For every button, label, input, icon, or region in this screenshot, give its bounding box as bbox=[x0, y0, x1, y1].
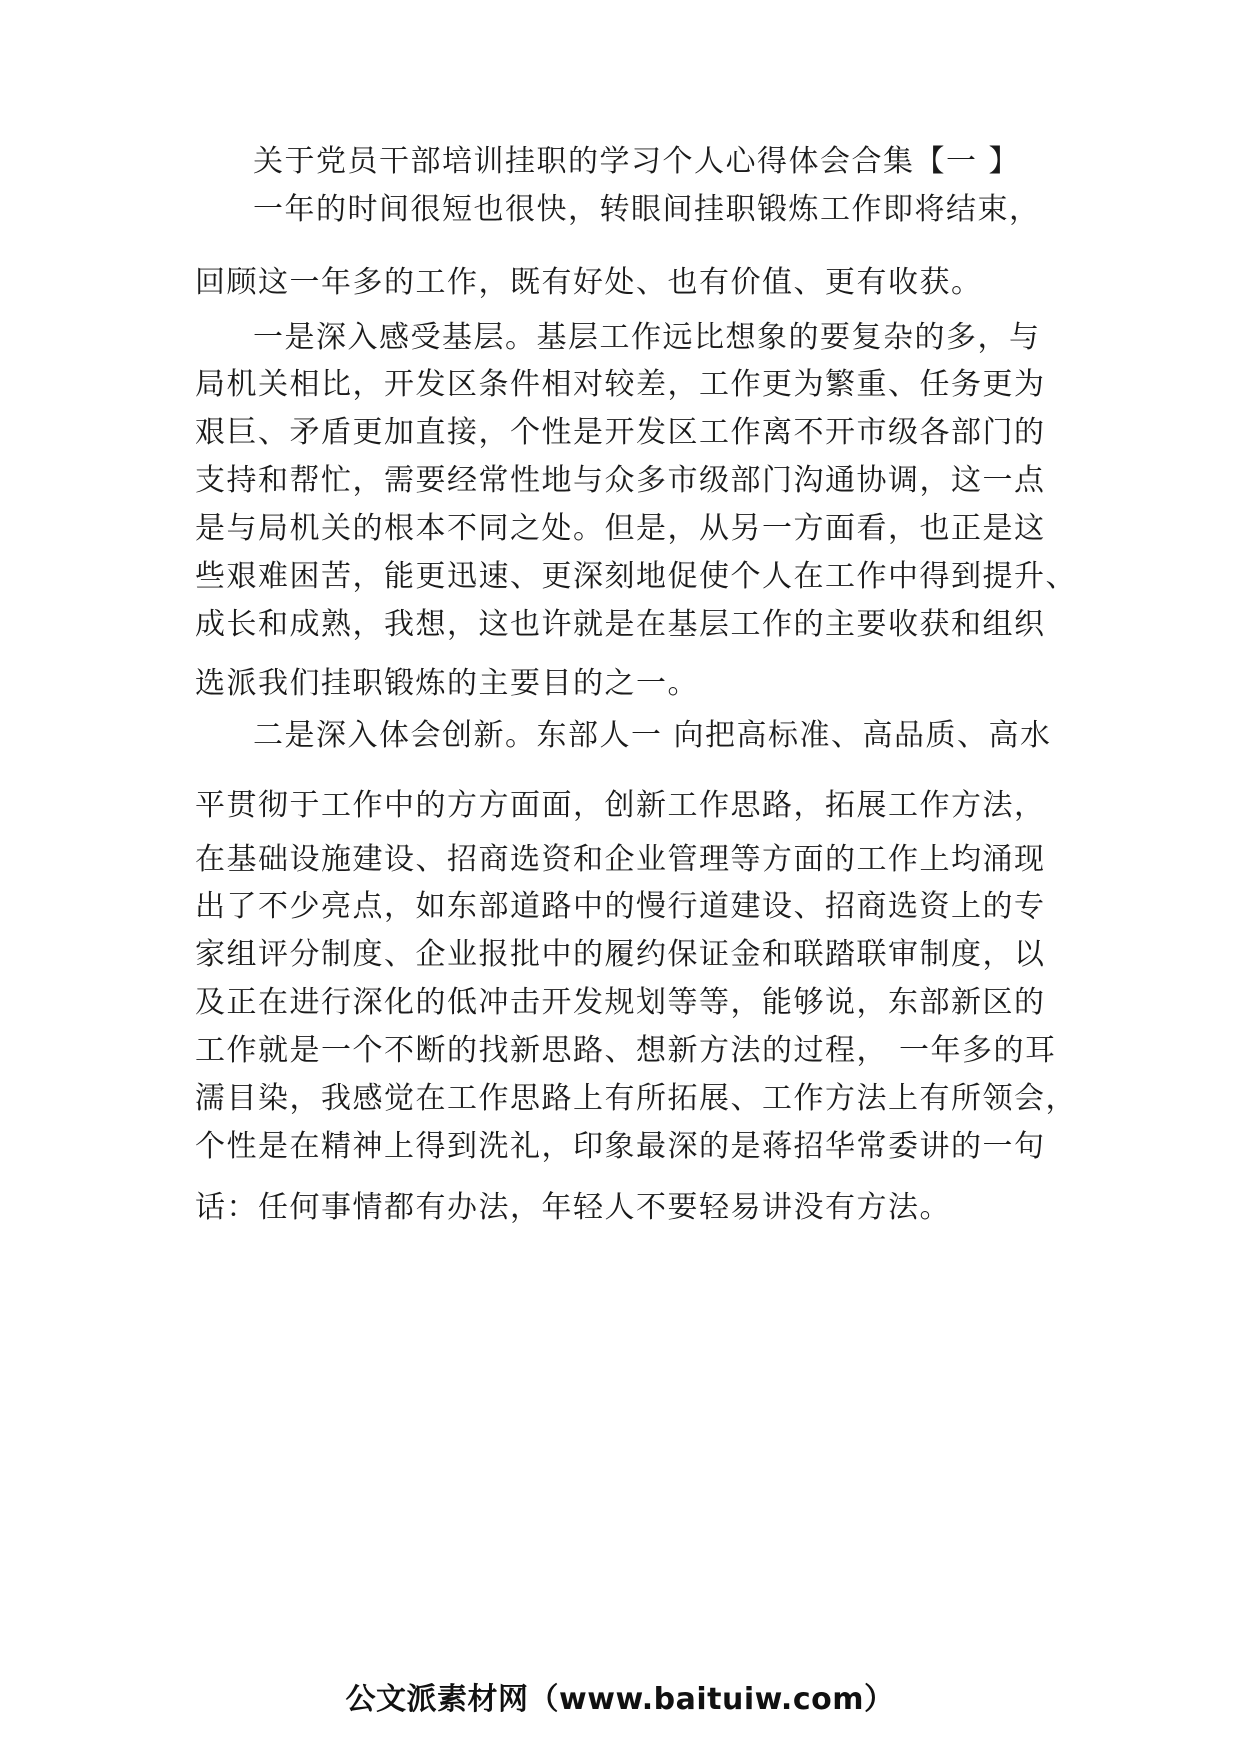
document-title: 关于党员干部培训挂职的学习个人心得体会合集【一 】 bbox=[253, 144, 1021, 179]
paragraph-line: 局机关相比，开发区条件相对较差，工作更为繁重、任务更为 bbox=[195, 367, 1046, 402]
paragraph-line: 出了不少亮点，如东部道路中的慢行道建设、招商选资上的专 bbox=[195, 889, 1046, 924]
paragraph-line: 工作就是一个不断的找新思路、想新方法的过程， 一年多的耳 bbox=[195, 1033, 1057, 1068]
paragraph-line: 平贯彻于工作中的方方面面，创新工作思路，拓展工作方法， bbox=[195, 788, 1046, 823]
paragraph-line: 在基础设施建设、招商选资和企业管理等方面的工作上均涌现 bbox=[195, 842, 1046, 877]
paragraph-line: 选派我们挂职锻炼的主要目的之一。 bbox=[195, 666, 699, 701]
paragraph-line: 家组评分制度、企业报批中的履约保证金和联踏联审制度，以 bbox=[195, 937, 1046, 972]
paragraph-line: 一年的时间很短也很快，转眼间挂职锻炼工作即将结束， bbox=[253, 192, 1041, 227]
paragraph-line: 及正在进行深化的低冲击开发规划等等，能够说，东部新区的 bbox=[195, 985, 1046, 1020]
footer-watermark: 公文派素材网（www.baituiw.com） bbox=[345, 1682, 895, 1717]
paragraph-line: 艰巨、矛盾更加直接，个性是开发区工作离不开市级各部门的 bbox=[195, 415, 1046, 450]
paragraph-line: 二是深入体会创新。东部人一 向把高标准、高品质、高水 bbox=[253, 718, 1052, 753]
paragraph-line: 些艰难困苦，能更迅速、更深刻地促使个人在工作中得到提升、 bbox=[195, 559, 1077, 594]
paragraph-line: 个性是在精神上得到洗礼，印象最深的是蒋招华常委讲的一句 bbox=[195, 1129, 1046, 1164]
paragraph-line: 话：任何事情都有办法，年轻人不要轻易讲没有方法。 bbox=[195, 1190, 951, 1225]
paragraph-line: 濡目染，我感觉在工作思路上有所拓展、工作方法上有所领会， bbox=[195, 1081, 1077, 1116]
paragraph-line: 回顾这一年多的工作，既有好处、也有价值、更有收获。 bbox=[195, 265, 983, 300]
paragraph-line: 成长和成熟，我想，这也许就是在基层工作的主要收获和组织 bbox=[195, 607, 1046, 642]
paragraph-line: 一是深入感受基层。基层工作远比想象的要复杂的多，与 bbox=[253, 320, 1041, 355]
paragraph-line: 支持和帮忙，需要经常性地与众多市级部门沟通协调，这一点 bbox=[195, 463, 1046, 498]
paragraph-line: 是与局机关的根本不同之处。但是，从另一方面看，也正是这 bbox=[195, 511, 1046, 546]
